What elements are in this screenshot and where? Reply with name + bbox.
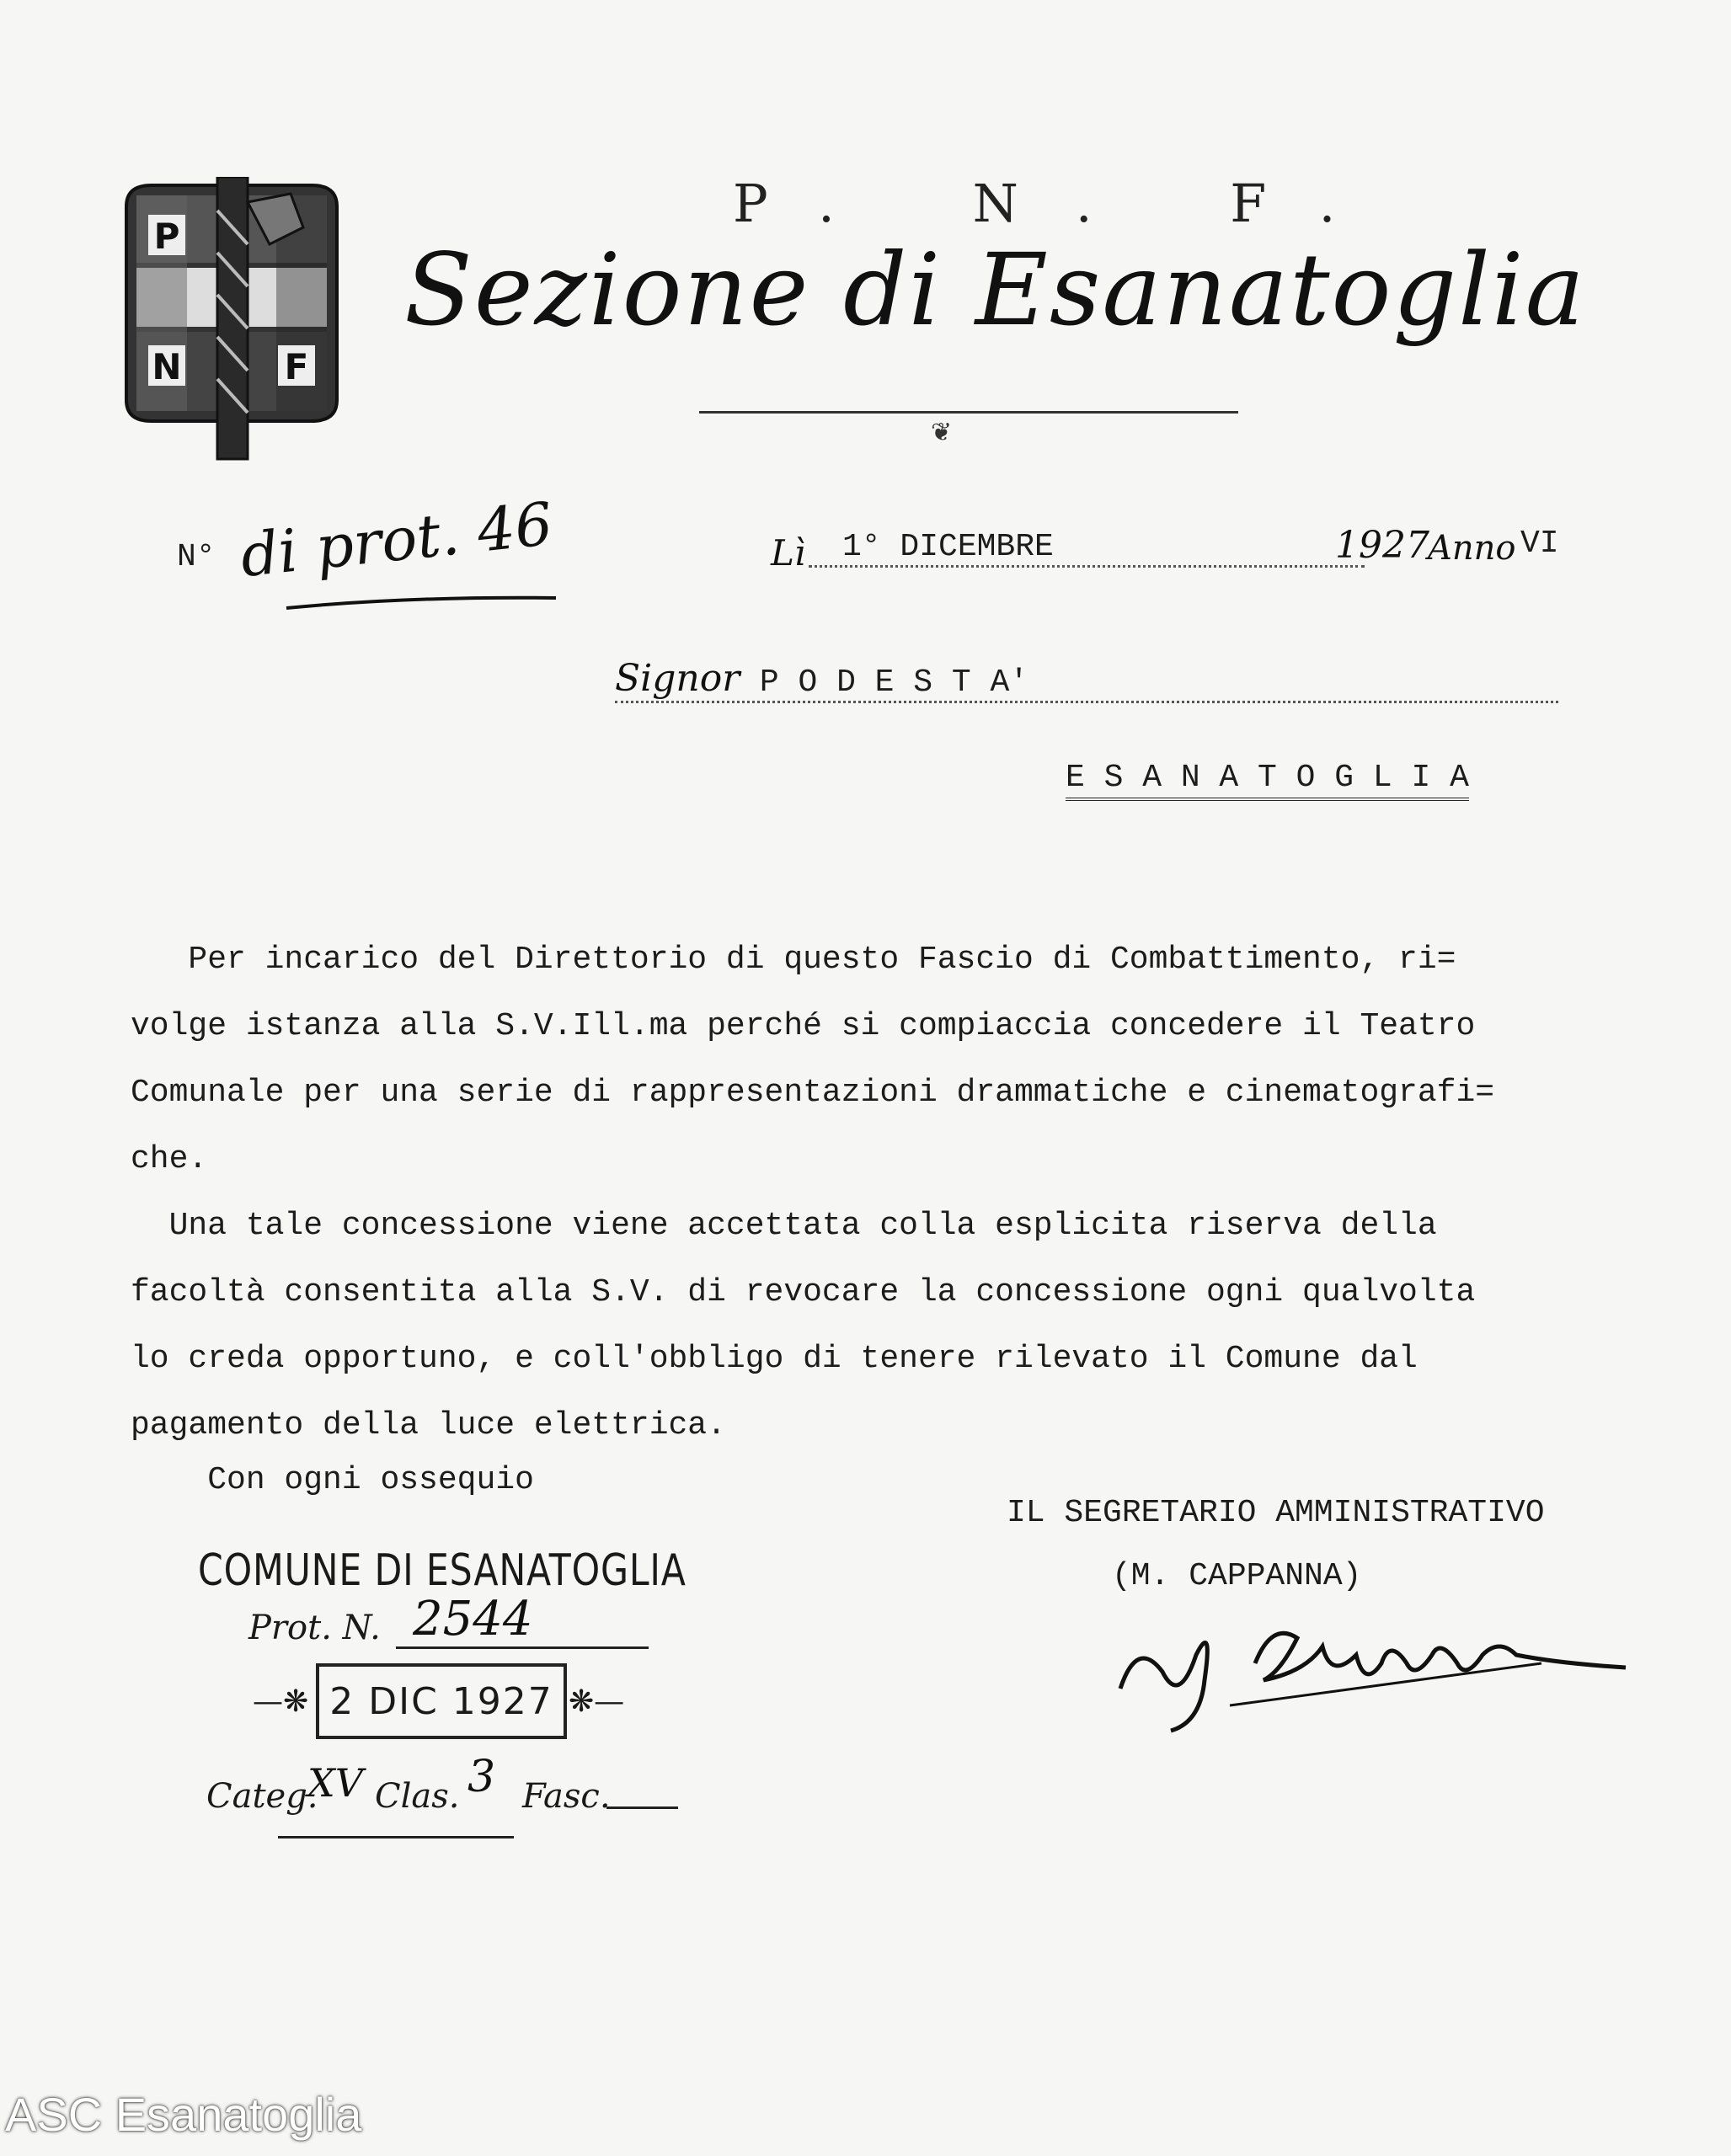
body-line-6: facoltà consentita alla S.V. di revocare la concessione ogni qualvolta <box>131 1274 1476 1310</box>
stamp-prot-label: Prot. N. <box>248 1609 381 1647</box>
body-line-1: Per incarico del Direttorio di questo Fascio di Combattimento, ri= <box>131 942 1456 978</box>
emblem-letter-f: F <box>284 346 309 387</box>
stamp-clas-label: Clas. <box>375 1777 460 1816</box>
body-line-3: Comunale per una serie di rappresentazioni drammatiche e cinematografi= <box>131 1075 1495 1111</box>
heading-ornament: ❦ <box>931 418 953 447</box>
stamp-categ-label: Categ. <box>206 1777 318 1816</box>
place-prefix: Lì <box>771 532 806 574</box>
addressee-line <box>615 657 1558 703</box>
body-line-4: che. <box>131 1141 208 1177</box>
addressee-name: P O D E S T A' <box>759 664 1029 701</box>
stamp-bottom-rule <box>278 1836 514 1838</box>
stamp-ornament-right: ❋— <box>569 1684 625 1719</box>
protocol-date: 1° DICEMBRE <box>809 529 1365 568</box>
addressee-town: E S A N A T O G L I A <box>1066 760 1469 801</box>
salutation: Signor <box>615 657 740 700</box>
protocol-prefix: N° <box>177 539 216 575</box>
section-heading: Sezione di Esanatoglia <box>404 232 1586 348</box>
stamp-categ-value: XV <box>307 1760 363 1806</box>
protocol-underline <box>282 590 560 615</box>
bleed-through-text <box>136 471 169 542</box>
closing-line: Con ogni ossequio <box>131 1462 534 1498</box>
body-line-5: Una tale concessione viene accettata colla esplicita riserva della <box>131 1208 1437 1244</box>
pnf-emblem <box>118 177 345 463</box>
archive-watermark: ASC Esanatoglia <box>5 2088 362 2141</box>
protocol-number-handwritten: di prot. 46 <box>237 488 556 591</box>
anno-value: VI <box>1520 526 1559 562</box>
heading-rule <box>699 411 1238 414</box>
body-line-7: lo creda opportuno, e coll'obbligo di tenere rilevato il Comune dal <box>131 1341 1418 1377</box>
protocol-year: 1927 <box>1335 524 1429 567</box>
stamp-ornament-left: —❋ <box>253 1684 309 1719</box>
handwritten-signature <box>1103 1588 1643 1739</box>
emblem-letter-p: P <box>153 216 180 257</box>
stamp-date-box: 2 DIC 1927 <box>316 1663 567 1739</box>
stamp-prot-value: 2544 <box>396 1592 649 1649</box>
stamp-fasc-label: Fasc. <box>522 1777 611 1816</box>
signatory-name: (M. CAPPANNA) <box>1112 1558 1362 1594</box>
stamp-clas-value: 3 <box>467 1752 496 1802</box>
pnf-heading: P. N. F. <box>733 173 1397 234</box>
body-line-8: pagamento della luce elettrica. <box>131 1407 726 1444</box>
signatory-title: IL SEGRETARIO AMMINISTRATIVO <box>1007 1495 1545 1531</box>
body-line-2: volge istanza alla S.V.Ill.ma perché si compiaccia concedere il Teatro <box>131 1008 1476 1044</box>
stamp-fasc-line <box>606 1806 678 1809</box>
emblem-letter-n: N <box>152 346 182 387</box>
anno-label: Anno <box>1428 529 1516 568</box>
stamp-title: COMUNE DI ESANATOGLIA <box>198 1545 687 1596</box>
